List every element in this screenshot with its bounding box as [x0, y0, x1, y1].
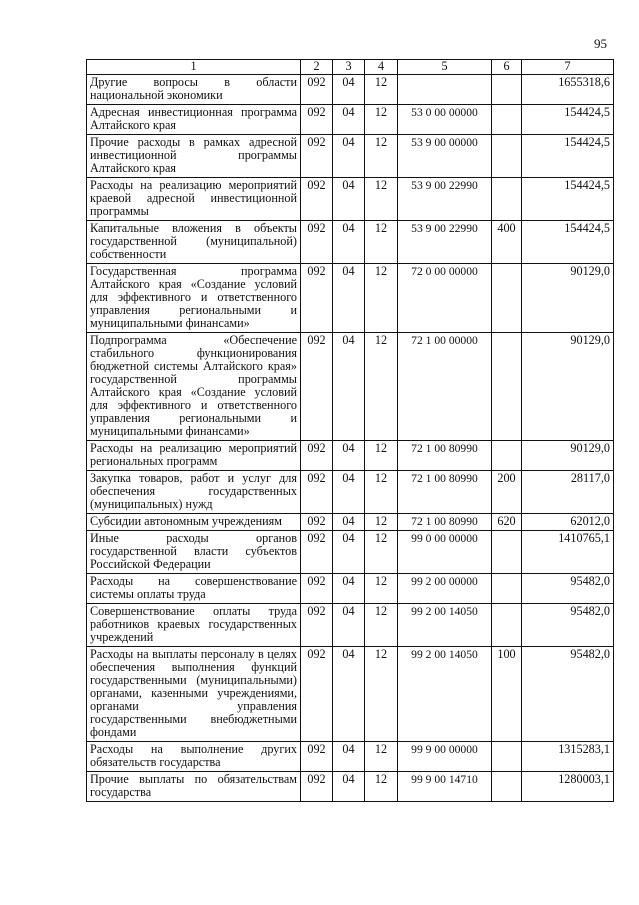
row-name: Капитальные вложения в объекты государственной (муниципальной) собственности: [87, 221, 301, 264]
row-name: Расходы на выплаты персоналу в целях обеспечения выполнения функций государственными (муниципальными) органами, казенными учреждениями, органами управления государственными внебюджетными фондами: [87, 647, 301, 742]
amount: 1655318,6: [522, 75, 614, 105]
table-row: [87, 471, 614, 514]
amount: 95482,0: [522, 574, 614, 604]
target-code: 72 1 00 80990: [398, 441, 492, 471]
subsection-code: 12: [365, 772, 398, 802]
section-code: 04: [333, 574, 365, 604]
target-code: 72 1 00 80990: [398, 514, 492, 531]
subsection-code: 12: [365, 264, 398, 333]
section-code: 04: [333, 604, 365, 647]
ministry-code: 092: [301, 135, 333, 178]
expense-type-code: [492, 75, 522, 105]
row-name: Иные расходы органов государственной власти субъектов Российской Федерации: [87, 531, 301, 574]
subsection-code: 12: [365, 105, 398, 135]
ministry-code: 092: [301, 742, 333, 772]
target-code: [398, 75, 492, 105]
target-code: 99 2 00 00000: [398, 574, 492, 604]
expense-type-code: [492, 264, 522, 333]
ministry-code: 092: [301, 75, 333, 105]
amount: 154424,5: [522, 135, 614, 178]
table-row: [87, 264, 614, 333]
amount: 95482,0: [522, 604, 614, 647]
section-code: 04: [333, 221, 365, 264]
target-code: 53 0 00 00000: [398, 105, 492, 135]
ministry-code: 092: [301, 772, 333, 802]
expense-type-code: 200: [492, 471, 522, 514]
table-row: [87, 178, 614, 221]
subsection-code: 12: [365, 75, 398, 105]
page-number: 95: [594, 36, 607, 51]
target-code: 99 0 00 00000: [398, 531, 492, 574]
target-code: 53 9 00 22990: [398, 178, 492, 221]
amount: 1410765,1: [522, 531, 614, 574]
amount: 90129,0: [522, 441, 614, 471]
section-code: 04: [333, 441, 365, 471]
section-code: 04: [333, 742, 365, 772]
column-header-5: 5: [398, 60, 492, 75]
target-code: 99 2 00 14050: [398, 604, 492, 647]
amount: 62012,0: [522, 514, 614, 531]
expense-type-code: [492, 105, 522, 135]
amount: 1280003,1: [522, 772, 614, 802]
expense-type-code: 100: [492, 647, 522, 742]
row-name: Расходы на реализацию мероприятий региональных программ: [87, 441, 301, 471]
target-code: 53 9 00 00000: [398, 135, 492, 178]
table-row: [87, 647, 614, 742]
section-code: 04: [333, 647, 365, 742]
ministry-code: 092: [301, 105, 333, 135]
table-row: [87, 221, 614, 264]
subsection-code: 12: [365, 647, 398, 742]
subsection-code: 12: [365, 604, 398, 647]
row-name: Адресная инвестиционная программа Алтайского края: [87, 105, 301, 135]
target-code: 72 1 00 80990: [398, 471, 492, 514]
column-header-6: 6: [492, 60, 522, 75]
subsection-code: 12: [365, 221, 398, 264]
amount: 1315283,1: [522, 742, 614, 772]
expense-type-code: 400: [492, 221, 522, 264]
ministry-code: 092: [301, 441, 333, 471]
subsection-code: 12: [365, 742, 398, 772]
expense-type-code: [492, 604, 522, 647]
target-code: 72 0 00 00000: [398, 264, 492, 333]
target-code: 99 9 00 00000: [398, 742, 492, 772]
column-header-1: 1: [87, 60, 301, 75]
subsection-code: 12: [365, 333, 398, 441]
table-row: [87, 772, 614, 802]
column-header-3: 3: [333, 60, 365, 75]
expense-type-code: [492, 531, 522, 574]
ministry-code: 092: [301, 264, 333, 333]
expense-type-code: [492, 333, 522, 441]
ministry-code: 092: [301, 531, 333, 574]
expense-type-code: [492, 178, 522, 221]
ministry-code: 092: [301, 221, 333, 264]
row-name: Закупка товаров, работ и услуг для обеспечения государственных (муниципальных) нужд: [87, 471, 301, 514]
expense-type-code: [492, 135, 522, 178]
row-name: Государственная программа Алтайского края «Создание условий для эффективного и ответственного управления региональными и муниципальными финансами»: [87, 264, 301, 333]
table-row: [87, 604, 614, 647]
expense-type-code: [492, 441, 522, 471]
amount: 90129,0: [522, 333, 614, 441]
row-name: Субсидии автономным учреждениям: [87, 514, 301, 531]
table-row: [87, 514, 614, 531]
ministry-code: 092: [301, 604, 333, 647]
subsection-code: 12: [365, 514, 398, 531]
ministry-code: 092: [301, 514, 333, 531]
table-row: [87, 135, 614, 178]
table-row: [87, 742, 614, 772]
table-row: [87, 574, 614, 604]
subsection-code: 12: [365, 441, 398, 471]
section-code: 04: [333, 333, 365, 441]
subsection-code: 12: [365, 471, 398, 514]
subsection-code: 12: [365, 178, 398, 221]
row-name: Прочие расходы в рамках адресной инвестиционной программы Алтайского края: [87, 135, 301, 178]
row-name: Совершенствование оплаты труда работников краевых государственных учреждений: [87, 604, 301, 647]
table-row: [87, 441, 614, 471]
header-row: [87, 60, 614, 75]
section-code: 04: [333, 75, 365, 105]
subsection-code: 12: [365, 135, 398, 178]
ministry-code: 092: [301, 471, 333, 514]
ministry-code: 092: [301, 647, 333, 742]
section-code: 04: [333, 471, 365, 514]
row-name: Расходы на совершенствование системы оплаты труда: [87, 574, 301, 604]
budget-table: [86, 59, 614, 802]
row-name: Расходы на реализацию мероприятий краевой адресной инвестиционной программы: [87, 178, 301, 221]
expense-type-code: [492, 574, 522, 604]
table-row: [87, 531, 614, 574]
ministry-code: 092: [301, 178, 333, 221]
section-code: 04: [333, 514, 365, 531]
row-name: Подпрограмма «Обеспечение стабильного функционирования бюджетной системы Алтайского края» государственной программы Алтайского края «Создание условий для эффективного и ответственного управления региональными и муниципальными финансами»: [87, 333, 301, 441]
amount: 154424,5: [522, 105, 614, 135]
amount: 154424,5: [522, 221, 614, 264]
section-code: 04: [333, 178, 365, 221]
amount: 154424,5: [522, 178, 614, 221]
section-code: 04: [333, 135, 365, 178]
target-code: 99 9 00 14710: [398, 772, 492, 802]
target-code: 99 2 00 14050: [398, 647, 492, 742]
ministry-code: 092: [301, 574, 333, 604]
section-code: 04: [333, 264, 365, 333]
column-header-7: 7: [522, 60, 614, 75]
row-name: Другие вопросы в области национальной экономики: [87, 75, 301, 105]
ministry-code: 092: [301, 333, 333, 441]
target-code: 53 9 00 22990: [398, 221, 492, 264]
table-row: [87, 105, 614, 135]
section-code: 04: [333, 772, 365, 802]
table-row: [87, 75, 614, 105]
expense-type-code: [492, 742, 522, 772]
row-name: Прочие выплаты по обязательствам государства: [87, 772, 301, 802]
expense-type-code: [492, 772, 522, 802]
section-code: 04: [333, 105, 365, 135]
expense-type-code: 620: [492, 514, 522, 531]
subsection-code: 12: [365, 574, 398, 604]
table-row: [87, 333, 614, 441]
target-code: 72 1 00 00000: [398, 333, 492, 441]
amount: 95482,0: [522, 647, 614, 742]
column-header-2: 2: [301, 60, 333, 75]
amount: 90129,0: [522, 264, 614, 333]
row-name: Расходы на выполнение других обязательств государства: [87, 742, 301, 772]
amount: 28117,0: [522, 471, 614, 514]
section-code: 04: [333, 531, 365, 574]
subsection-code: 12: [365, 531, 398, 574]
column-header-4: 4: [365, 60, 398, 75]
